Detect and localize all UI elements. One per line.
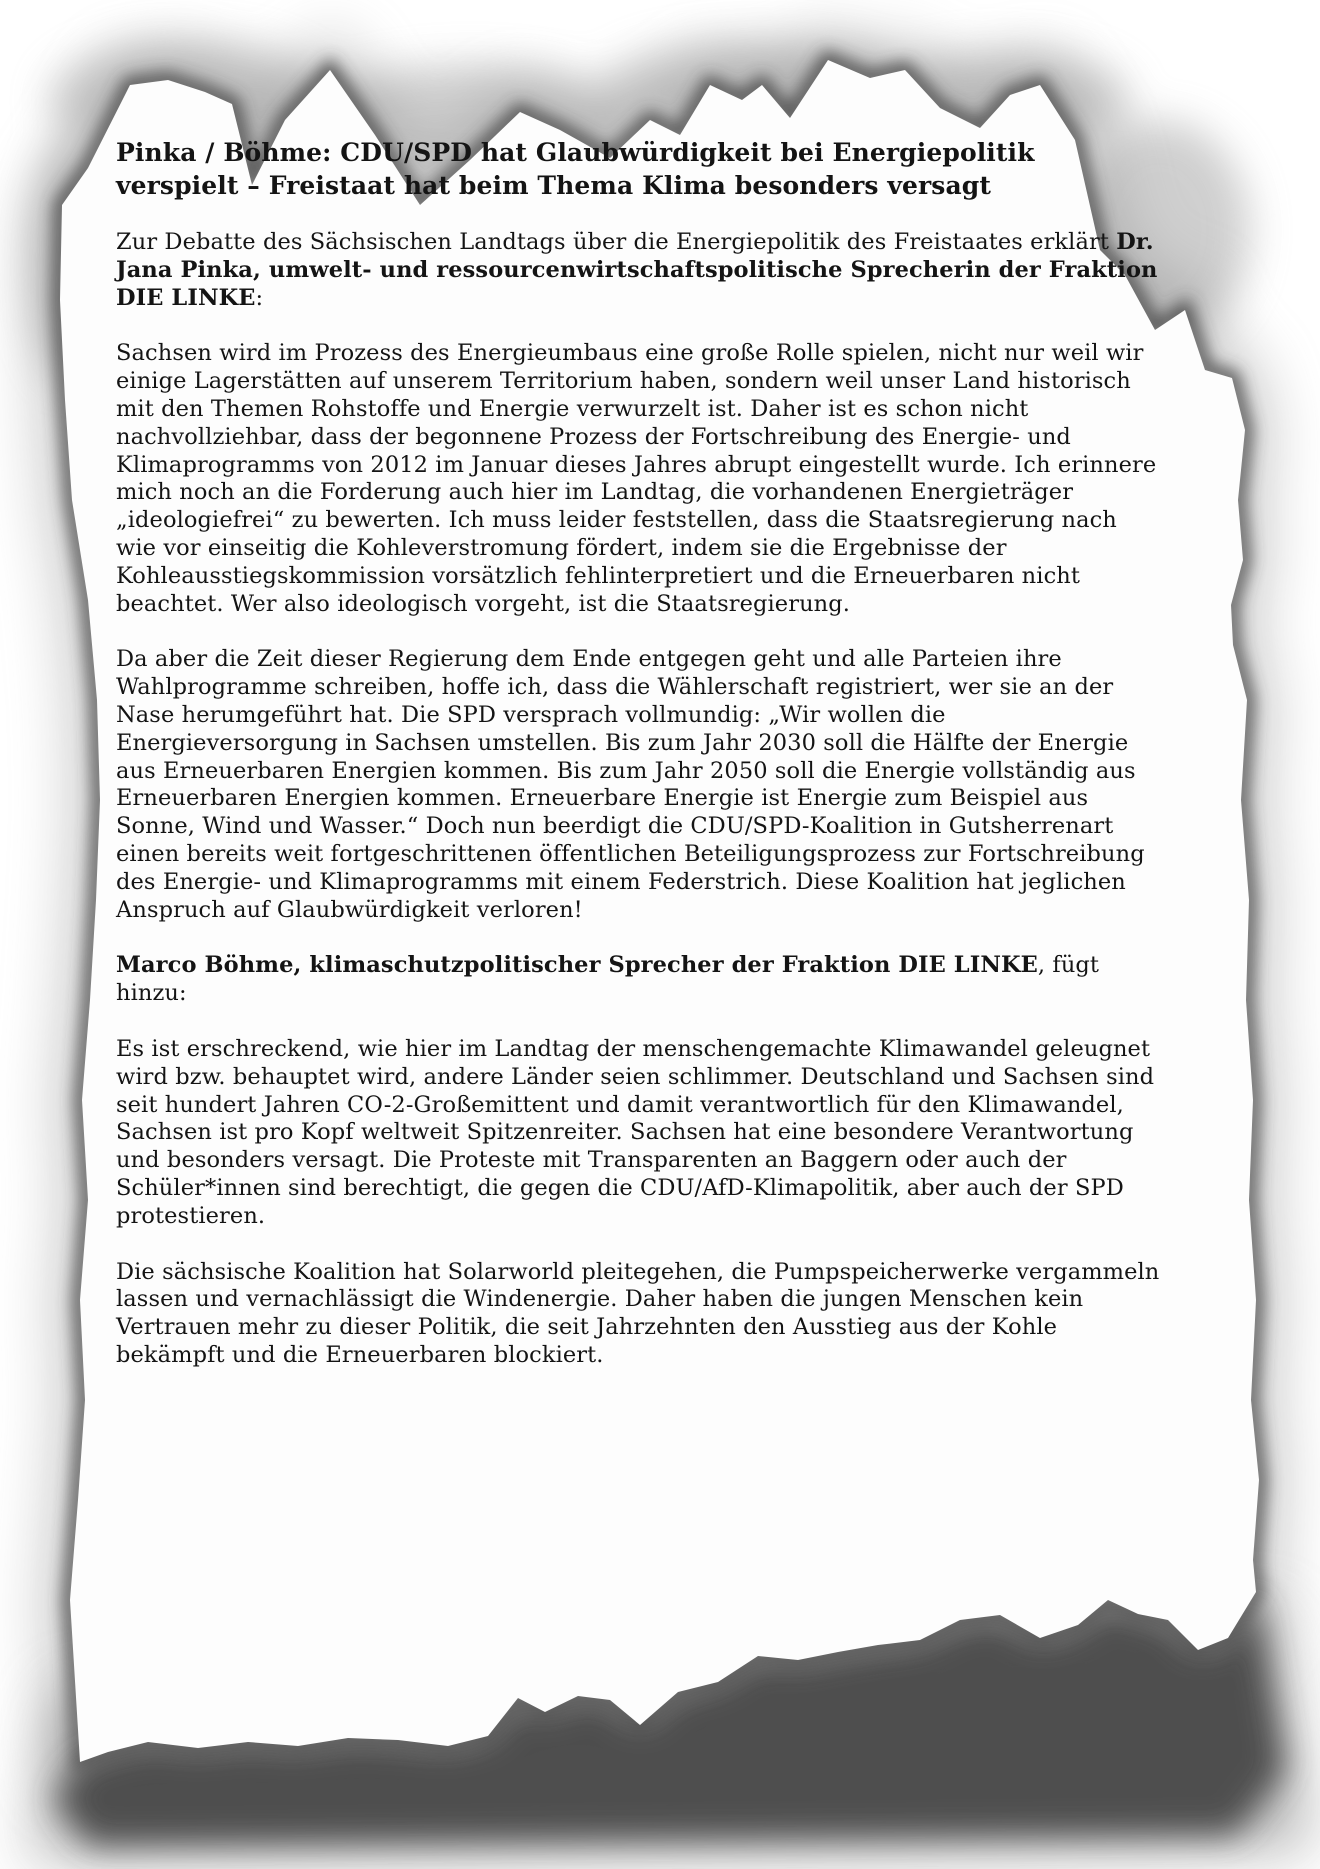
speaker-2-trail-text: , fügt hinzu: — [116, 952, 1100, 1007]
intro-paragraph — [116, 229, 1160, 312]
intro-trail-text: : — [255, 284, 264, 311]
body-paragraph-2: Da aber die Zeit dieser Regierung dem Ende entgegen geht und alle Parteien ihre Wahlprogramme schreiben, hoffe ich, dass die Wählerschaft registriert, wer sie an der Nase herumgeführt hat. Die SPD versprach vollmundig: „Wir wollen die Energieversorgung in Sachsen umstellen. Bis zum Jahr 2030 soll die Hälfte der Energie aus Erneuerbaren Energien kommen. Bis zum Jahr 2050 soll die Energie vollständig aus Erneuerbaren Energien kommen. Erneuerbare Energie ist Energie zum Beispiel aus Sonne, Wind und Wasser.“ Doch nun beerdigt die CDU/SPD-Koalition in Gutsherrenart einen bereits weit fortgeschrittenen öffentlichen Beteiligungsprozess zur Fortschreibung des Energie- und Klimaprogramms mit einem Federstrich. Diese Koalition hat jeglichen Anspruch auf Glaubwürdigkeit verloren! — [116, 646, 1145, 923]
body-paragraph-1: Sachsen wird im Prozess des Energieumbaus eine große Rolle spielen, nicht nur weil wir einige Lagerstätten auf unserem Territorium haben, sondern weil unser Land historisch mit den Themen Rohstoffe und Energie verwurzelt ist. Daher ist es schon nicht nachvollziehbar, dass der begonnene Prozess der Fortschreibung des Energie- und Klimaprogramms von 2012 im Januar dieses Jahres abrupt eingestellt wurde. Ich erinnere mich noch an die Forderung auch hier im Landtag, die vorhandenen Energieträger „ideologiefrei“ zu bewerten. Ich muss leider feststellen, dass die Staatsregierung nach wie vor einseitig die Kohleverstromung fördert, indem sie die Ergebnisse der Kohleausstiegskommission vorsätzlich fehlinterpretiert und die Erneuerbaren nicht beachtet. Wer also ideologisch vorgeht, ist die Staatsregierung. — [116, 340, 1157, 617]
speaker-2-name-role: Marco Böhme, klimaschutzpolitischer Sprecher der Fraktion DIE LINKE — [116, 952, 1038, 979]
intro-lead-text: Zur Debatte des Sächsischen Landtags über die Energiepolitik des Freistaates erklärt — [116, 229, 1117, 255]
press-release-title: Pinka / Böhme: CDU/SPD hat Glaubwürdigkeit bei Energiepolitik verspielt – Freistaat hat beim Thema Klima besonders versagt — [116, 138, 1035, 200]
body-paragraph-4: Die sächsische Koalition hat Solarworld pleitegehen, die Pumpspeicherwerke vergammeln lassen und vernachlässigt die Windenergie. Daher haben die jungen Menschen kein Vertrauen mehr zu dieser Politik, die seit Jahrzehnten den Ausstieg aus der Kohle bekämpft und die Erneuerbaren blockiert. — [116, 1258, 1160, 1368]
speaker-2-paragraph — [116, 952, 1160, 1008]
body-paragraph-3: Es ist erschreckend, wie hier im Landtag der menschengemachte Klimawandel geleugnet wird bzw. behauptet wird, andere Länder seien schlimmer. Deutschland und Sachsen sind seit hundert Jahren CO-2-Großemittent und damit verantwortlich für den Klimawandel, Sachsen ist pro Kopf weltweit Spitzenreiter. Sachsen hat eine besondere Verantwortung und besonders versagt. Die Proteste mit Transparenten an Baggern oder auch der Schüler*innen sind berechtigt, die gegen die CDU/AfD-Klimapolitik, aber auch der SPD protestieren. — [116, 1035, 1155, 1229]
speaker-1-name-role: Dr. Jana Pinka, umwelt- und ressourcenwirtschaftspolitische Sprecherin der Fraktion DIE LINKE — [116, 229, 1158, 311]
